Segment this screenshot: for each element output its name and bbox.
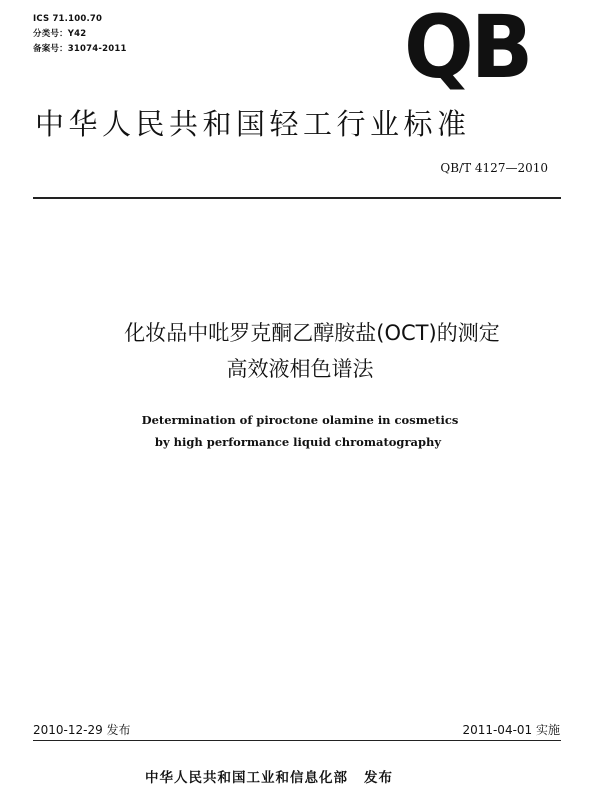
issuer-action: 发布 [364,770,393,786]
ics-code: ICS 71.100.70 [33,14,103,24]
implementation-date: 2011-04-01 实施 [462,723,560,737]
issue-date: 2010-12-29 发布 [33,723,131,737]
standard-number: QB/T 4127—2010 [440,161,548,175]
title-chinese-line-2: 高效液相色谱法 [226,357,374,381]
classification-number: 分类号：Y42 [33,29,87,39]
standard-organization-title: 中华人民共和国轻工行业标准 [35,107,471,141]
record-number: 备案号：31074-2011 [33,44,127,54]
qb-logo: QB [404,0,531,98]
footer-divider [33,740,561,741]
issuing-authority [145,769,393,787]
header-divider [33,197,561,199]
title-english-line-1: Determination of piroctone olamine in cosmetics [141,413,459,427]
title-chinese-line-1: 化妆品中吡罗克酮乙醇胺盐(OCT)的测定 [124,321,500,345]
issuer-name: 中华人民共和国工业和信息化部 [145,770,348,786]
title-english-line-2: by high performance liquid chromatography [154,435,442,449]
